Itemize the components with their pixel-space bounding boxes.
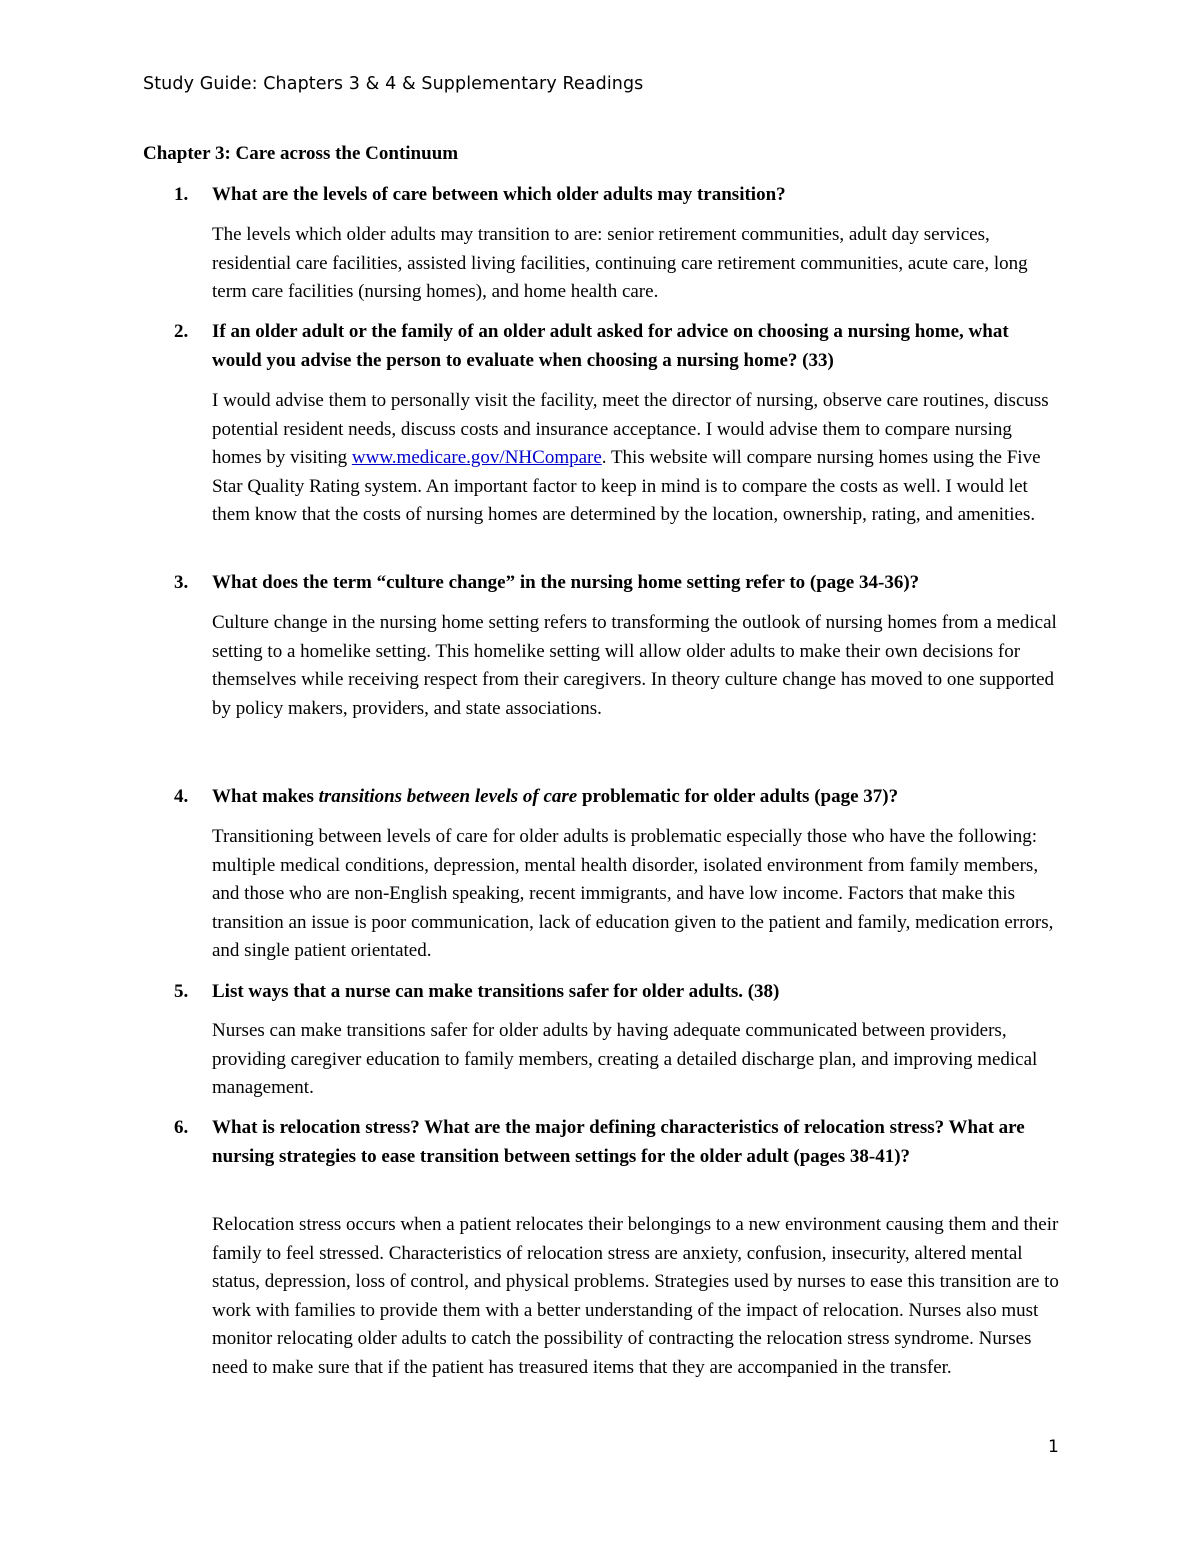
page-header: Study Guide: Chapters 3 & 4 & Supplementary Readings xyxy=(143,74,644,94)
medicare-link[interactable]: www.medicare.gov/NHCompare xyxy=(351,447,602,468)
question-text: What does the term “culture change” in the nursing home setting refer to (page 34-36)? xyxy=(212,572,920,593)
question-number: 3. xyxy=(174,572,189,593)
question-emphasis: transitions between levels of care xyxy=(318,786,578,807)
chapter-title: Chapter 3: Care across the Continuum xyxy=(143,143,459,164)
question-number: 5. xyxy=(174,981,189,1002)
question-text: What is relocation stress? What are the major defining characteristics of relocation stress? What are nursing strategies to ease transition between settings for the older adult (pages 38-41)? xyxy=(212,1117,1025,1167)
answer-text-part: I would advise them to personally visit the facility, meet the director of nursing, observe care routines, discuss potential resident needs, discuss costs and insurance acceptance. I would advise them to compare nursing homes by visiting xyxy=(212,390,1049,468)
question-number: 2. xyxy=(174,321,189,342)
page-number: 1 xyxy=(1048,1437,1059,1457)
question-number: 1. xyxy=(174,184,189,205)
answer-text-part: . This website will compare nursing homes using the Five Star Quality Rating system. An important factor to keep in mind is to compare the costs as well. I would let them know that the costs of nursing homes are determined by the location, ownership, rating, and amenities. xyxy=(212,447,1041,525)
question-text xyxy=(212,783,1062,812)
answer-text: Nurses can make transitions safer for older adults by having adequate communicated between providers, providing caregiver education to family members, creating a detailed discharge plan, and improving medical management. xyxy=(212,1020,1038,1098)
answer-text: Transitioning between levels of care for older adults is problematic especially those who have the following: multiple medical conditions, depression, mental health disorder, isolated environment from family members, and those who are non-English speaking, recent immigrants, and have low income. Factors that make this transition an issue is poor communication, lack of education given to the patient and family, medication errors, and single patient orientated. xyxy=(212,826,1054,961)
answer-text: Relocation stress occurs when a patient relocates their belongings to a new environment causing them and their family to feel stressed. Characteristics of relocation stress are anxiety, confusion, insecurity, altered mental status, depression, loss of control, and physical problems. Strategies used by nurses to ease this transition are to work with families to provide them with a better understanding of the impact of relocation. Nurses also must monitor relocating older adults to catch the possibility of contracting the relocation stress syndrome. Nurses need to make sure that if the patient has treasured items that they are accompanied in the transfer. xyxy=(212,1214,1059,1378)
question-text-part: What makes xyxy=(212,786,319,807)
question-text: List ways that a nurse can make transitions safer for older adults. (38) xyxy=(212,981,780,1002)
question-text: What are the levels of care between which older adults may transition? xyxy=(212,184,786,205)
question-number: 6. xyxy=(174,1117,189,1138)
question-text: If an older adult or the family of an older adult asked for advice on choosing a nursing home, what would you advise the person to evaluate when choosing a nursing home? (33) xyxy=(212,321,1009,371)
answer-text: The levels which older adults may transition to are: senior retirement communities, adult day services, residential care facilities, assisted living facilities, continuing care retirement communities, acute care, long term care facilities (nursing homes), and home health care. xyxy=(212,224,1028,302)
answer-text: Culture change in the nursing home setting refers to transforming the outlook of nursing homes from a medical setting to a homelike setting. This homelike setting will allow older adults to make their own decisions for themselves while receiving respect from their caregivers. In theory culture change has moved to one supported by policy makers, providers, and state associations. xyxy=(212,612,1057,719)
question-text-part: problematic for older adults (page 37)? xyxy=(577,786,899,807)
question-number: 4. xyxy=(174,786,189,807)
answer-text xyxy=(212,387,1062,530)
